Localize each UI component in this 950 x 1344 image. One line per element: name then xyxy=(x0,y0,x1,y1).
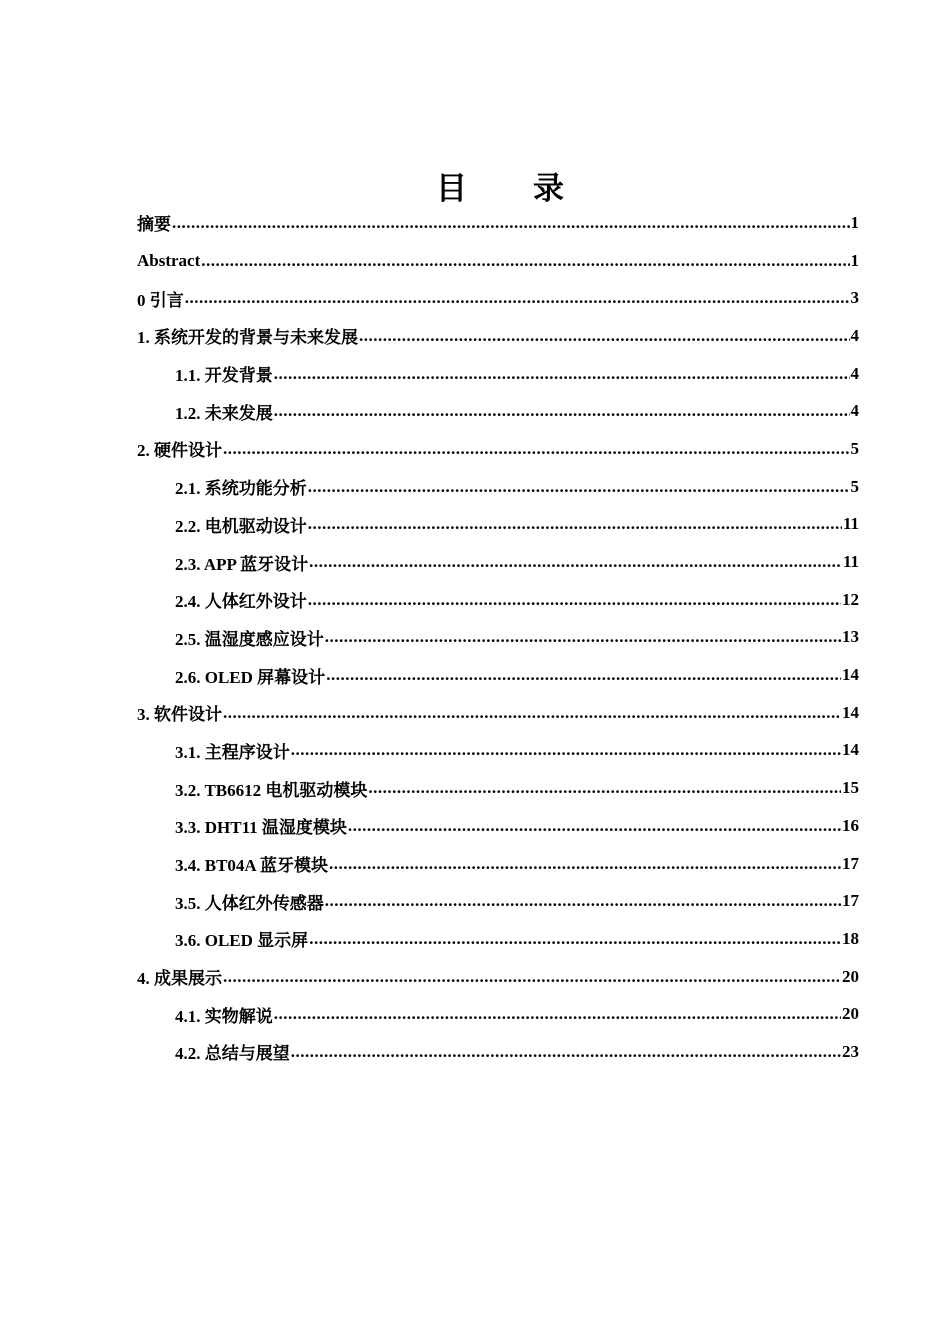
leader-dots xyxy=(368,778,841,798)
toc-entry-3-6[interactable] xyxy=(137,920,859,958)
toc-entry-label: 4.1. 实物解说 xyxy=(175,1006,273,1026)
toc-entry-page: 14 xyxy=(842,665,859,685)
toc-entry-2-2[interactable] xyxy=(137,506,859,544)
toc-entry-label: 2.4. 人体红外设计 xyxy=(175,592,307,612)
toc-entry-3[interactable] xyxy=(137,694,859,732)
toc-entry-label: 0 引言 xyxy=(137,290,184,310)
toc-entry-page: 12 xyxy=(842,589,859,609)
leader-dots xyxy=(223,967,841,987)
leader-dots xyxy=(274,1004,841,1024)
toc-entry-1[interactable] xyxy=(137,317,859,355)
toc-entry-label: 4.2. 总结与展望 xyxy=(175,1044,290,1064)
title-char-2: 录 xyxy=(533,170,564,207)
toc-entry-4-1[interactable] xyxy=(137,995,859,1033)
toc-entry-3-3[interactable] xyxy=(137,807,859,845)
toc-entry-label: 2.6. OLED 屏幕设计 xyxy=(175,667,326,687)
leader-dots xyxy=(308,590,841,610)
toc-entry-page: 4 xyxy=(850,401,859,421)
toc-entry-2-5[interactable] xyxy=(137,619,859,657)
toc-entry-abstract-cn[interactable] xyxy=(137,204,859,242)
leader-dots xyxy=(309,552,842,572)
toc-entry-page: 3 xyxy=(850,288,859,308)
toc-entry-4-2[interactable] xyxy=(137,1033,859,1071)
leader-dots xyxy=(185,288,850,308)
toc-entry-page: 5 xyxy=(850,476,859,496)
toc-entry-page: 11 xyxy=(842,514,859,534)
toc-entry-page: 13 xyxy=(842,627,859,647)
leader-dots xyxy=(308,514,842,534)
toc-entry-page: 17 xyxy=(842,891,859,911)
leader-dots xyxy=(326,665,841,685)
toc-entry-page: 11 xyxy=(842,552,859,572)
leader-dots xyxy=(201,251,849,271)
leader-dots xyxy=(291,1042,841,1062)
toc-entry-page: 4 xyxy=(850,325,859,345)
leader-dots xyxy=(325,627,841,647)
leader-dots xyxy=(172,213,850,233)
toc-entry-page: 1 xyxy=(850,250,859,270)
toc-entry-0[interactable] xyxy=(137,279,859,317)
leader-dots xyxy=(223,703,841,723)
toc-entry-label: 3.5. 人体红外传感器 xyxy=(175,893,324,913)
toc-entry-page: 1 xyxy=(850,212,859,232)
toc-entry-page: 20 xyxy=(842,966,859,986)
toc-entry-label: 3.4. BT04A 蓝牙模块 xyxy=(175,856,329,876)
toc-entry-label: 2.2. 电机驱动设计 xyxy=(175,516,307,536)
leader-dots xyxy=(359,326,850,346)
toc-entry-page: 4 xyxy=(850,363,859,383)
toc-entry-page: 16 xyxy=(842,815,859,835)
leader-dots xyxy=(223,439,850,459)
toc-entry-3-4[interactable] xyxy=(137,845,859,883)
toc-entry-label: 2. 硬件设计 xyxy=(137,441,222,461)
toc-entry-label: 3.6. OLED 显示屏 xyxy=(175,931,309,951)
table-of-contents xyxy=(137,204,859,1071)
toc-entry-page: 23 xyxy=(842,1041,859,1061)
toc-entry-2-3[interactable] xyxy=(137,543,859,581)
leader-dots xyxy=(274,364,850,384)
toc-entry-page: 18 xyxy=(842,928,859,948)
toc-entry-3-5[interactable] xyxy=(137,882,859,920)
toc-entry-2[interactable] xyxy=(137,430,859,468)
toc-entry-label: 1.2. 未来发展 xyxy=(175,403,273,423)
toc-entry-3-1[interactable] xyxy=(137,732,859,770)
toc-entry-page: 20 xyxy=(842,1004,859,1024)
toc-entry-label: 2.5. 温湿度感应设计 xyxy=(175,629,324,649)
toc-entry-label: Abstract xyxy=(137,250,201,270)
toc-entry-2-1[interactable] xyxy=(137,468,859,506)
toc-entry-label: 3.2. TB6612 电机驱动模块 xyxy=(175,780,368,800)
toc-entry-label: 2.1. 系统功能分析 xyxy=(175,479,307,499)
toc-entry-page: 17 xyxy=(842,853,859,873)
toc-entry-page: 14 xyxy=(842,702,859,722)
page-title xyxy=(0,163,950,208)
toc-entry-label: 1.1. 开发背景 xyxy=(175,366,273,386)
leader-dots xyxy=(329,854,841,874)
toc-entry-page: 14 xyxy=(842,740,859,760)
toc-entry-page: 5 xyxy=(850,438,859,458)
toc-entry-1-2[interactable] xyxy=(137,392,859,430)
toc-entry-label: 1. 系统开发的背景与未来发展 xyxy=(137,328,358,348)
leader-dots xyxy=(274,401,850,421)
toc-entry-label: 3.3. DHT11 温湿度模块 xyxy=(175,818,347,838)
toc-entry-label: 3.1. 主程序设计 xyxy=(175,742,290,762)
toc-entry-1-1[interactable] xyxy=(137,355,859,393)
toc-entry-label: 4. 成果展示 xyxy=(137,969,222,989)
toc-entry-3-2[interactable] xyxy=(137,769,859,807)
title-char-1: 目 xyxy=(436,170,467,207)
toc-entry-label: 摘要 xyxy=(137,215,171,235)
leader-dots xyxy=(291,740,841,760)
toc-entry-2-6[interactable] xyxy=(137,656,859,694)
toc-entry-label: 3. 软件设计 xyxy=(137,705,222,725)
toc-entry-4[interactable] xyxy=(137,958,859,996)
leader-dots xyxy=(348,816,841,836)
leader-dots xyxy=(325,891,841,911)
toc-entry-label: 2.3. APP 蓝牙设计 xyxy=(175,554,309,574)
toc-entry-2-4[interactable] xyxy=(137,581,859,619)
toc-entry-page: 15 xyxy=(842,778,859,798)
toc-entry-abstract-en[interactable] xyxy=(137,242,859,280)
leader-dots xyxy=(308,477,850,497)
leader-dots xyxy=(309,929,841,949)
